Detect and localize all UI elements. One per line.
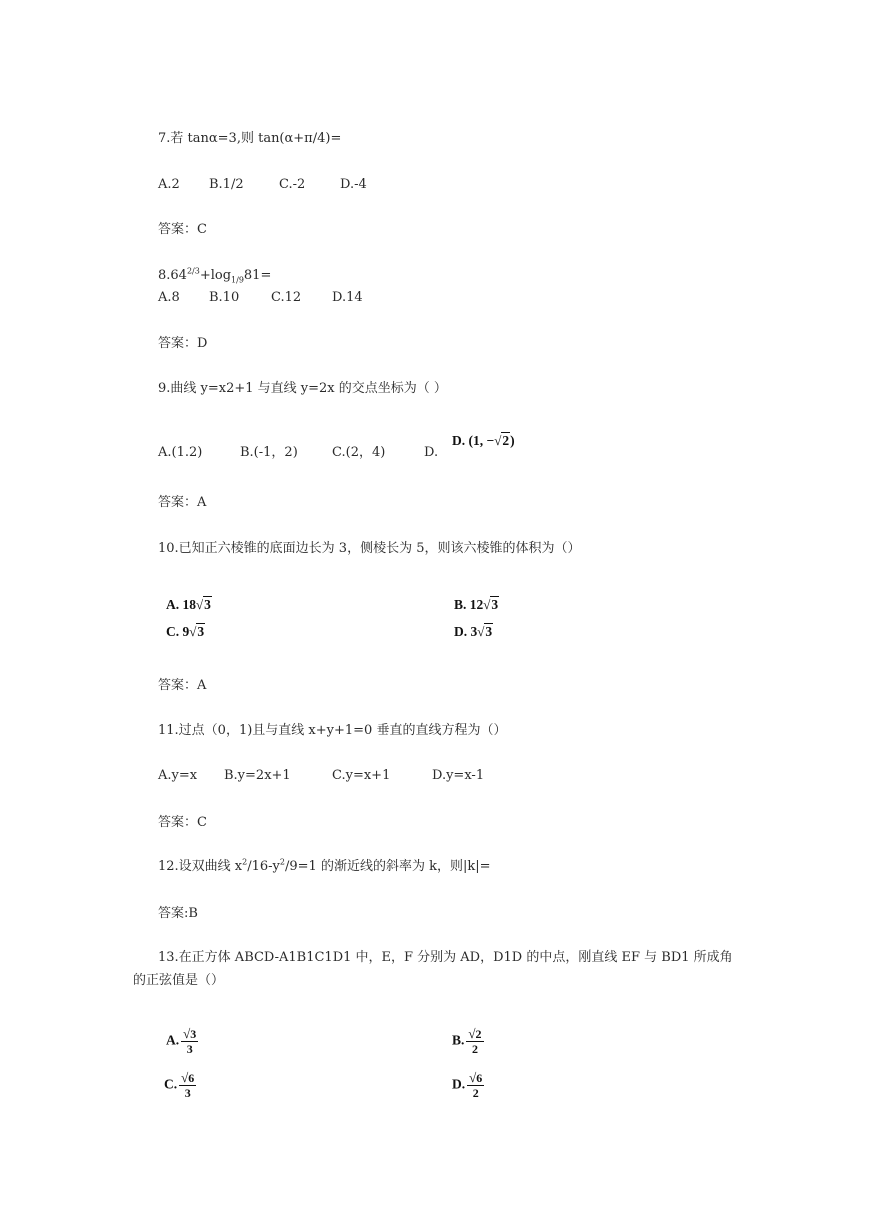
q13-option-d: D. $\frac{√6}{2}$ (452, 1070, 483, 1100)
q9-option-d: D. (424, 445, 439, 460)
q11-stem: 11.过点（0，1)且与直线 x+y+1=0 垂直的直线方程为（） (158, 723, 507, 738)
q8-option-a: A.8 (158, 290, 180, 305)
q8-stem: $8.64^{2/3}+\log_{1/9}81=$ (158, 266, 272, 285)
q10-option-b: B. 12√3 (454, 597, 499, 612)
q13-option-a: A. $\frac{√3}{3}$ (166, 1026, 197, 1056)
q8-option-b: B.10 (209, 290, 240, 305)
q8-option-c: C.12 (271, 290, 302, 305)
q13-stem-line2: 的正弦值是（） (133, 973, 225, 988)
q11-answer: 答案：C (158, 815, 207, 830)
q11-option-b: B.y=2x+1 (224, 768, 291, 783)
q11-option-c: C.y=x+1 (332, 768, 391, 783)
q9-option-d-image: D. (1, −√2) (452, 433, 515, 448)
q7-answer: 答案：C (158, 222, 207, 237)
q10-option-d: D. 3√3 (454, 624, 493, 639)
q7-option-c: C.-2 (279, 177, 306, 192)
q7-option-a: A.2 (158, 177, 180, 192)
q10-option-c: C. 9√3 (166, 624, 205, 639)
q8-answer: 答案：D (158, 336, 208, 351)
q11-option-a: A.y=x (158, 768, 198, 783)
q8-option-d: D.14 (332, 290, 363, 305)
q9-answer: 答案：A (158, 495, 207, 510)
q12-stem: 12.设双曲线 $x^2/16-y^2/9=1$ 的渐近线的斜率为 k，则|k|= (158, 857, 491, 874)
q9-option-c: C.(2，4) (332, 445, 386, 460)
q9-stem: 9.曲线 y=x2+1 与直线 y=2x 的交点坐标为（ ） (158, 381, 447, 396)
q9-option-a: A.(1.2) (158, 445, 203, 460)
q10-stem: 10.已知正六棱锥的底面边长为 3，侧棱长为 5，则该六棱锥的体积为（） (158, 541, 581, 556)
q13-stem-line1: 13.在正方体 ABCD-A1B1C1D1 中，E，F 分别为 AD，D1D 的中点，刚直线 EF 与 BD1 所成角 (158, 950, 733, 965)
q12-answer: 答案:B (158, 906, 198, 921)
q13-option-b: B. $\frac{√2}{2}$ (452, 1026, 482, 1056)
q7-stem: 7.若 tanα=3,则 tan(α+π/4)= (158, 131, 342, 146)
q9-option-b: B.(-1，2) (240, 445, 298, 460)
q7-option-b: B.1/2 (209, 177, 244, 192)
q11-option-d: D.y=x-1 (432, 768, 485, 783)
q10-option-a: A. 18√3 (166, 597, 211, 612)
q7-option-d: D.-4 (340, 177, 367, 192)
q13-option-c: C. $\frac{√6}{3}$ (164, 1070, 195, 1100)
q10-answer: 答案：A (158, 678, 207, 693)
